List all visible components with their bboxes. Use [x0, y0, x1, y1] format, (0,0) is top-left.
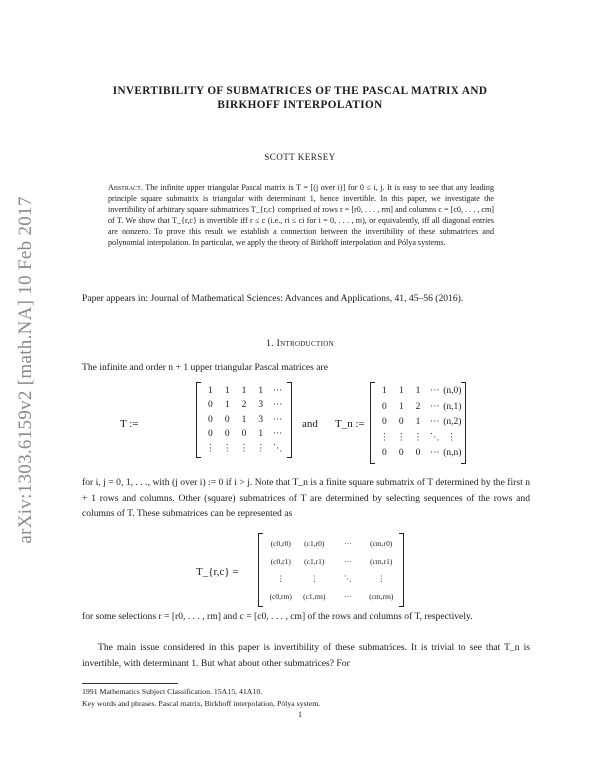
matrix-cell: ⋮: [310, 574, 318, 583]
matrix-Tn-label: T_n :=: [335, 418, 365, 430]
matrix-left-bracket: [370, 382, 375, 464]
matrix-left-bracket: [258, 533, 263, 607]
matrix-Trc-label: T_{r,c} =: [196, 566, 239, 578]
footnote-rule: [82, 683, 178, 684]
matrix-T-label: T :=: [120, 418, 139, 430]
matrix-cell: ⋮: [379, 432, 390, 443]
matrix-cell: ⋮: [205, 443, 216, 454]
matrix-cell: 1: [208, 386, 213, 396]
matrix-cell: ···: [344, 556, 352, 566]
para-after-matrices: for i, j = 0, 1, . . ., with (j over i) := 0 if i > j. Note that T_n is a finite square submatrix of T determined by the first n + 1 rows and columns. Other (square) submatrices of T are determined by selecting sequences of the rows and columns of T. These submatrices can be represented as: [82, 477, 530, 519]
matrix-cell: 1: [258, 386, 264, 396]
matrix-cell: 0: [415, 448, 421, 459]
abstract: [108, 182, 494, 249]
paper-title: [60, 84, 540, 112]
matrix-cell: 0: [208, 414, 213, 425]
and-word: and: [302, 418, 318, 430]
abstract-label: Abstract.: [108, 183, 143, 192]
matrix-cell: 1: [241, 386, 247, 396]
matrix-cell: (cm,r1): [370, 556, 393, 566]
footnote-keywords: Key words and phrases. Pascal matrix, Birkhoff interpolation, Pólya system.: [82, 699, 321, 708]
matrix-cell: (n,n): [443, 448, 462, 459]
matrix-cell: ⋮: [222, 443, 232, 454]
section-heading: 1. Introduction: [266, 338, 334, 349]
matrix-cell: ···: [272, 429, 283, 440]
matrix-cell: (c0,r1): [270, 556, 291, 566]
appears-in: Paper appears in: Journal of Mathematical Sciences: Advances and Applications, 41, 45–56 (2016).: [82, 293, 464, 304]
matrix-cell: ···: [272, 414, 283, 425]
matrix-cell: ···: [430, 386, 440, 396]
matrix-cell: 1: [258, 429, 264, 440]
matrix-cell: 0: [208, 429, 213, 440]
matrix-cell: ⋮: [256, 443, 266, 454]
matrix-cell: ⋱: [430, 432, 440, 443]
matrix-cell: (n,0): [443, 386, 462, 396]
matrix-cell: 0: [224, 429, 230, 440]
matrix-cell: (cm,r0): [370, 539, 393, 548]
para-selections: for some selections r = [r0, . . . , rm] and c = [c0, . . . , cm] of the rows and columns of T, respectively.: [82, 611, 473, 622]
matrix-cell: 3: [258, 414, 264, 425]
matrix-cell: ⋮: [239, 443, 249, 454]
matrix-cell: ⋮: [396, 432, 406, 443]
matrix-right-bracket: [287, 382, 292, 458]
intro-sentence: The infinite and order n + 1 upper triangular Pascal matrices are: [82, 362, 328, 373]
matrix-cell: ···: [430, 417, 440, 428]
matrix-cell: 1: [415, 417, 421, 428]
abstract-text: The infinite upper triangular Pascal matrix is T = [(j over i)] for 0 ≤ i, j. It is easy to see that any leading principle square submatrix is triangular with determinant 1, hence invertible. In this paper, we investigate the invertibility of arbitrary square submatrices T_{r,c} comprised of rows r = [r0, . . . , rm] and columns c = [c0, . . . , cm] of T. We show that T_{r,c} is invertible iff r ≤ c (i.e., ri ≤ ci for i = 0, . . . , m), or equivalently, iff all diagonal entries are nonzero. To prove this result we establish a connection between the invertibility of these submatrices and polynomial interpolation. In particular, we apply the theory of Birkhoff interpolation and Pólya systems.: [108, 183, 494, 248]
matrix-cell: 2: [241, 400, 247, 411]
matrix-left-bracket: [196, 382, 201, 458]
matrix-cell: ···: [344, 591, 352, 601]
page-number: 1: [298, 710, 302, 719]
matrix-cell: ⋮: [413, 432, 423, 443]
matrix-cell: (cm,rm): [369, 591, 394, 601]
footnote-msc: 1991 Mathematics Subject Classification. 15A15, 41A10.: [82, 687, 263, 696]
matrix-cell: ⋮: [277, 574, 285, 583]
matrix-cell: 0: [382, 417, 387, 428]
title-line-2: BIRKHOFF INTERPOLATION: [217, 99, 383, 111]
matrix-cell: (c0,rm): [269, 591, 292, 601]
matrix-cell: 1: [241, 414, 247, 425]
matrix-cell: 1: [224, 400, 230, 411]
matrix-cell: ···: [272, 400, 283, 411]
matrix-cell: ⋱: [344, 574, 352, 583]
matrix-cell: (n,1): [443, 401, 462, 412]
matrix-cell: (c1,r1): [304, 556, 325, 566]
para-main-issue: The main issue considered in this paper is invertibility of these submatrices. It is trivial to see that T_n is invertible, with determinant 1. But what about other submatrices? For: [82, 642, 530, 669]
matrix-cell: 3: [258, 400, 264, 411]
matrix-Trc: [258, 533, 404, 607]
matrix-cell: ⋱: [272, 443, 283, 454]
matrix-cell: ···: [430, 448, 440, 459]
matrix-cell: ···: [272, 386, 283, 396]
author: SCOTT KERSEY: [264, 152, 336, 162]
matrix-cell: 0: [398, 417, 404, 428]
matrix-cell: 0: [382, 401, 387, 412]
matrix-cell: 1: [415, 386, 421, 396]
matrix-cell: (n,2): [443, 417, 462, 428]
title-line-1: INVERTIBILITY OF SUBMATRICES OF THE PASCAL MATRIX AND: [112, 85, 488, 97]
matrix-cell: 0: [224, 414, 230, 425]
matrix-cell: 2: [415, 401, 421, 412]
matrix-T: [196, 382, 292, 458]
matrix-Tn: [370, 382, 466, 464]
matrix-cell: 0: [398, 448, 404, 459]
matrix-right-bracket: [399, 533, 404, 607]
matrix-cell: 0: [382, 448, 387, 459]
matrix-cell: (c1,r0): [304, 539, 325, 548]
matrix-cell: 1: [398, 386, 404, 396]
matrix-cell: 1: [382, 386, 387, 396]
matrix-cell: ⋮: [377, 574, 385, 583]
matrix-cell: 1: [224, 386, 230, 396]
matrix-cell: 0: [208, 400, 213, 411]
matrix-right-bracket: [461, 382, 466, 464]
matrix-cell: 1: [398, 401, 404, 412]
matrix-cell: ···: [430, 401, 440, 412]
matrix-cell: ⋮: [446, 432, 457, 443]
arxiv-identifier: arXiv:1303.6159v2 [math.NA] 10 Feb 2017: [15, 196, 36, 544]
matrix-cell: 0: [241, 429, 247, 440]
matrix-cell: ···: [344, 539, 352, 548]
matrix-cell: (c1,rm): [303, 591, 326, 601]
matrix-cell: (c0,r0): [270, 539, 291, 548]
